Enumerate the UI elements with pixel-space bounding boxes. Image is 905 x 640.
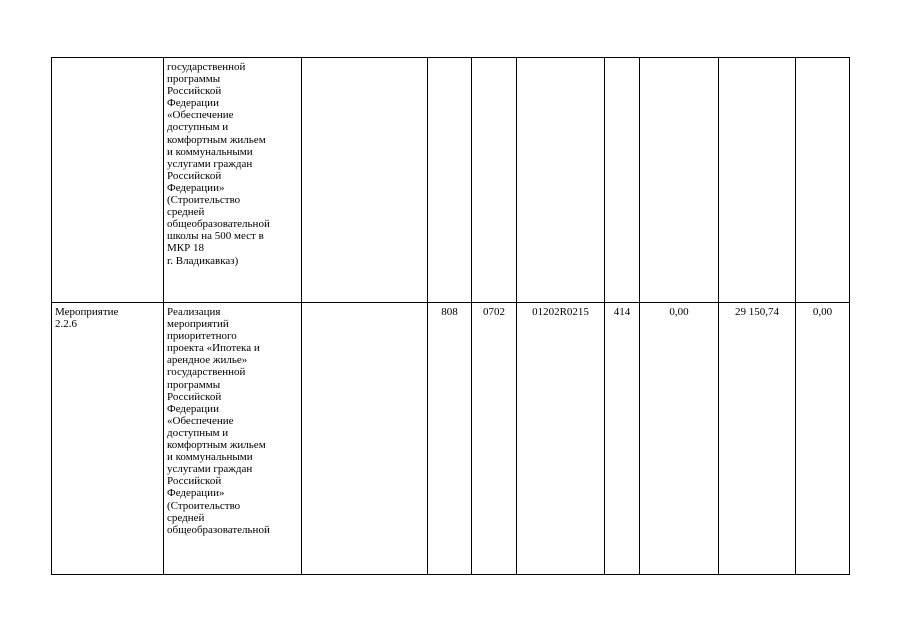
rzpr-cell: 0702 [472, 303, 517, 575]
event-number: 2.2.6 [55, 318, 77, 331]
description-line: комфортным жильем [167, 133, 266, 146]
value-cell-2 [719, 58, 796, 303]
event-cell [52, 58, 164, 303]
description-line: государственной [167, 366, 246, 379]
description-line: услугами граждан [167, 463, 253, 476]
responsible-cell [302, 58, 428, 303]
description-line: Реализация [167, 306, 221, 318]
description-line: средней [167, 511, 205, 524]
description-line: Российской [167, 169, 222, 182]
vr-cell [605, 58, 640, 303]
responsible-cell [302, 303, 428, 575]
event-cell [52, 303, 164, 575]
table-row [52, 58, 850, 303]
value-cell-1: 0,00 [640, 303, 719, 575]
description-line: проекта «Ипотека и [167, 342, 260, 355]
description-line: доступным и [167, 426, 229, 439]
description-line: услугами граждан [167, 157, 253, 170]
value-cell-1 [640, 58, 719, 303]
description-line: Российской [167, 390, 222, 403]
description-line: МКР 18 [167, 242, 204, 255]
grbs-cell: 808 [428, 303, 472, 575]
description-line: (Строительство [167, 194, 241, 207]
description-line: и коммунальными [167, 451, 253, 464]
description-line: и коммунальными [167, 145, 253, 158]
description-line: программы [167, 378, 221, 391]
table-row [52, 303, 850, 575]
description-line: государственной [167, 61, 246, 73]
description-line: школы на 500 мест в [167, 230, 264, 243]
description-line: Российской [167, 85, 222, 98]
grbs-cell [428, 58, 472, 303]
description-line: Федерации [167, 402, 219, 415]
description-line: средней [167, 206, 205, 219]
description-line: приоритетного [167, 330, 237, 343]
value-cell-3 [796, 58, 850, 303]
description-line: программы [167, 73, 221, 86]
description-line: «Обеспечение [167, 414, 234, 427]
csr-cell: 01202R0215 [517, 303, 605, 575]
event-label: Мероприятие [55, 306, 119, 318]
description-line: арендное жилье» [167, 354, 248, 367]
description-line: г. Владикавказ) [167, 254, 239, 267]
description-line: Федерации» [167, 181, 225, 194]
description-line: доступным и [167, 121, 229, 134]
budget-table [51, 57, 850, 575]
description-line: мероприятий [167, 318, 229, 331]
description-line: «Обеспечение [167, 109, 234, 122]
description-line: Федерации [167, 97, 219, 110]
csr-cell [517, 58, 605, 303]
description-cell [164, 58, 302, 303]
description-cell [164, 303, 302, 575]
value-cell-3: 0,00 [796, 303, 850, 575]
description-line: общеобразовательной [167, 523, 270, 536]
vr-cell: 414 [605, 303, 640, 575]
description-line: Российской [167, 475, 222, 488]
rzpr-cell [472, 58, 517, 303]
value-cell-2: 29 150,74 [719, 303, 796, 575]
description-line: Федерации» [167, 487, 225, 500]
description-line: комфортным жильем [167, 439, 266, 452]
description-line: (Строительство [167, 499, 241, 512]
description-line: общеобразовательной [167, 218, 270, 231]
